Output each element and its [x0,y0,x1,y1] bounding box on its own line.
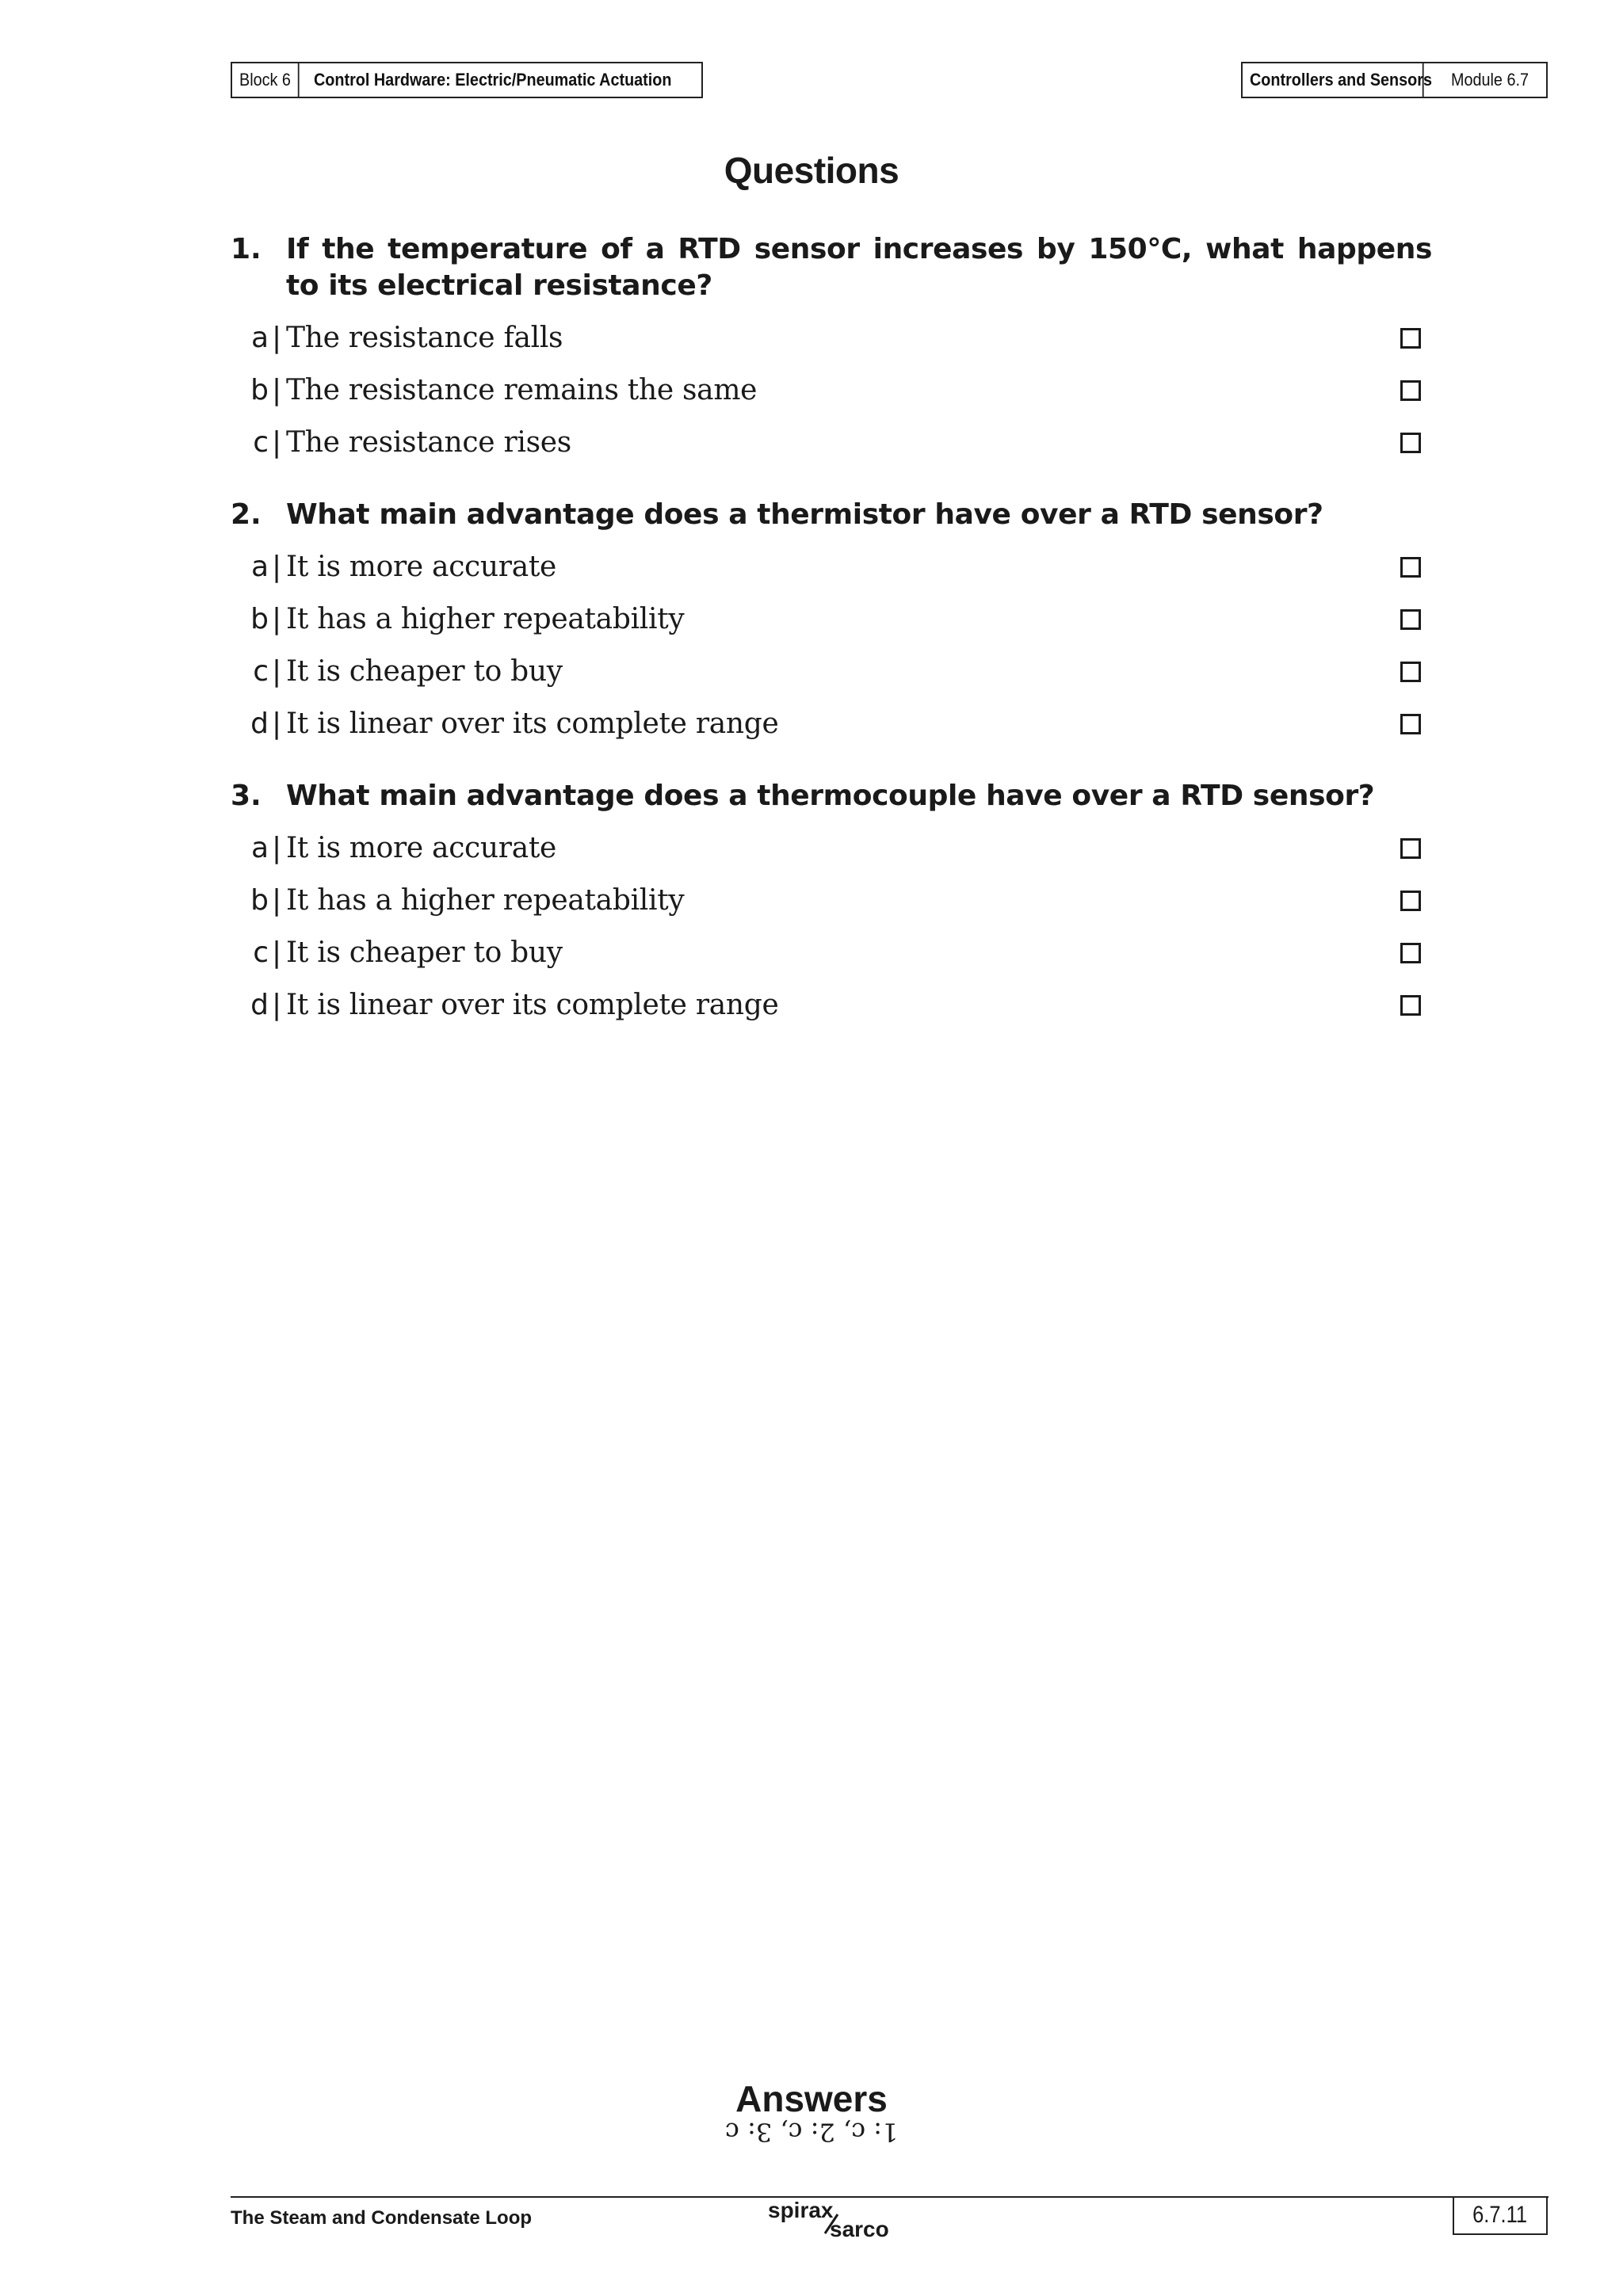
option-2c: c | It is cheaper to buy [231,654,1435,690]
option-letter: b [250,603,269,635]
option-checkbox[interactable] [1400,433,1421,453]
option-3c: c | It is cheaper to buy [231,935,1435,971]
page-number-box [1453,2197,1548,2235]
option-text: It has a higher repeatability [286,884,685,917]
option-text: It is linear over its complete range [286,989,779,1021]
option-text: The resistance remains the same [286,374,758,406]
option-letter: a [250,322,269,354]
option-1c: c | The resistance rises [231,425,1435,461]
question-3 [231,778,1432,814]
answers-key-text: 1: c, 2: c, 3: c [724,2117,899,2147]
option-text: It is more accurate [286,551,557,583]
option-2d: d | It is linear over its complete range [231,706,1435,742]
page-number: 6.7.11 [1472,2202,1528,2228]
question-number: 1. [231,233,262,265]
option-3b: b | It has a higher repeatability [231,883,1435,919]
option-letter: a [250,551,269,583]
header-block-box [231,62,703,98]
option-letter: c [253,426,269,459]
option-text: It is cheaper to buy [286,655,563,688]
option-checkbox[interactable] [1400,328,1421,349]
option-checkbox[interactable] [1400,714,1421,734]
logo-word-top: spirax [768,2198,834,2222]
option-letter: a [250,832,269,864]
option-text: It is cheaper to buy [286,936,563,969]
question-text: What main advantage does a thermocouple have over a RTD sensor? [286,780,1375,812]
header-module-label: Module 6.7 [1451,70,1529,90]
answers-key [0,2117,1623,2147]
option-checkbox[interactable] [1400,891,1421,911]
option-letter: c [253,655,269,688]
option-checkbox[interactable] [1400,943,1421,963]
question-2 [231,497,1432,533]
option-letter: d [250,707,269,740]
header-module-title: Controllers and Sensors [1243,63,1424,97]
option-text: It is linear over its complete range [286,707,779,740]
question-number: 3. [231,780,262,812]
option-3a: a | It is more accurate [231,830,1435,867]
option-checkbox[interactable] [1400,557,1421,578]
footer-publication-title: The Steam and Condensate Loop [231,2207,533,2229]
question-number: 2. [231,498,262,531]
page-title: Questions [724,150,899,191]
option-3d: d | It is linear over its complete range [231,987,1435,1024]
option-checkbox[interactable] [1400,380,1421,401]
header-module-box [1241,62,1548,98]
option-2a: a | It is more accurate [231,549,1435,585]
answers-title: Answers [735,2078,888,2119]
header-block-title: Control Hardware: Electric/Pneumatic Actuation [314,70,672,90]
option-text: The resistance falls [286,322,563,354]
option-1a: a | The resistance falls [231,320,1435,357]
option-text: It has a higher repeatability [286,603,685,635]
question-1 [231,231,1432,304]
option-checkbox[interactable] [1400,609,1421,630]
question-text: If the temperature of a RTD sensor increases by 150°C, what happens to its electrical resistance? [286,233,1432,302]
option-checkbox[interactable] [1400,662,1421,682]
header-block-label: Block 6 [232,63,300,97]
option-2b: b | It has a higher repeatability [231,601,1435,638]
option-text: It is more accurate [286,832,557,864]
option-checkbox[interactable] [1400,995,1421,1016]
option-text: The resistance rises [286,426,571,459]
option-checkbox[interactable] [1400,838,1421,859]
option-1b: b | The resistance remains the same [231,372,1435,409]
option-letter: d [250,989,269,1021]
option-letter: b [250,884,269,917]
question-text: What main advantage does a thermistor have over a RTD sensor? [286,498,1323,531]
option-letter: c [253,936,269,969]
option-letter: b [250,374,269,406]
logo-word-bottom: sarco [830,2217,889,2241]
spirax-sarco-logo [765,2197,899,2243]
